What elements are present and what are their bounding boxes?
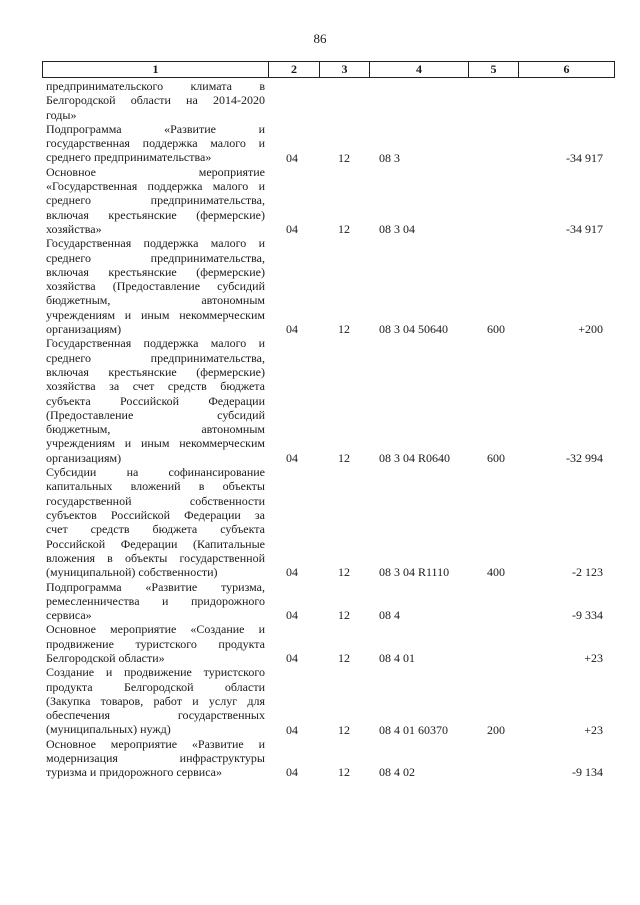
amount-value: +23	[584, 722, 603, 737]
amount-value: -32 994	[566, 450, 603, 465]
section-code: 04	[286, 608, 298, 623]
description-line: Создание и продвижение туристского	[46, 665, 265, 680]
subsection-code: 12	[338, 322, 350, 337]
description-line: капитальных вложений в объекты	[46, 479, 265, 494]
target-article-code: 08 4	[379, 608, 400, 623]
description-line: учреждениям и иным некоммерческим	[46, 436, 265, 451]
description-line: среднего предпринимательства,	[46, 250, 265, 265]
description-line: Основное мероприятие «Развитие и	[46, 736, 265, 751]
description-line: среднего предпринимательства,	[46, 350, 265, 365]
subsection-code: 12	[338, 651, 350, 665]
section-code: 04	[286, 565, 298, 580]
description-line: (муниципальных) нужд)	[46, 722, 171, 737]
header-col-1: 1	[43, 62, 269, 77]
description-line: Государственная поддержка малого и	[46, 236, 265, 251]
amount-value: +23	[584, 651, 603, 665]
expense-type-code: 400	[487, 565, 505, 580]
description-line: среднего предпринимательства,	[46, 193, 265, 208]
description-line: продвижение туристского продукта	[46, 636, 265, 651]
subsection-code: 12	[338, 565, 350, 580]
amount-value: -9 334	[572, 608, 603, 623]
description-line: включая крестьянские (фермерские)	[46, 364, 265, 379]
description-line: (муниципальной) собственности)	[46, 565, 218, 580]
subsection-code: 12	[338, 722, 350, 737]
amount-value: +200	[578, 322, 603, 337]
target-article-code: 08 3 04 R1110	[379, 565, 450, 580]
description-line: обеспечения государственных	[46, 708, 265, 723]
header-col-5: 5	[469, 62, 519, 77]
target-article-code: 08 4 01 60370	[379, 722, 448, 737]
section-code: 04	[286, 450, 298, 465]
section-code: 04	[286, 765, 298, 780]
description-line: Белгородской области»	[46, 650, 165, 665]
description-line: субъекта Российской Федерации	[46, 393, 265, 408]
description-line: государственной собственности	[46, 493, 265, 508]
amount-value: -9 134	[572, 765, 603, 780]
table-header	[42, 61, 615, 78]
expense-type-code: 600	[487, 322, 505, 337]
description-line: Субсидии на софинансирование	[46, 465, 265, 480]
section-code: 04	[286, 150, 298, 165]
section-code: 04	[286, 322, 298, 337]
description-line: (Предоставление субсидий	[46, 407, 265, 422]
description-line: туризма и придорожного сервиса»	[46, 765, 223, 780]
subsection-code: 12	[338, 450, 350, 465]
description-line: Основное мероприятие	[46, 164, 265, 179]
description-line: Подпрограмма «Развитие и	[46, 121, 265, 136]
target-article-code: 08 4 01	[379, 651, 415, 665]
subsection-code: 12	[338, 608, 350, 623]
amount-value: -34 917	[566, 222, 603, 236]
description-line: субъектов Российской Федерации за	[46, 507, 265, 522]
row-description	[46, 580, 265, 623]
description-line: «Государственная поддержка малого и	[46, 179, 265, 194]
section-code: 04	[286, 722, 298, 737]
description-line: модернизация инфраструктуры	[46, 751, 265, 766]
row-description	[46, 336, 265, 465]
expense-type-code: 200	[487, 722, 505, 737]
description-line: предпринимательского климата в	[46, 79, 265, 93]
amount-value: -34 917	[566, 150, 603, 165]
section-code: 04	[286, 222, 298, 236]
header-col-4: 4	[370, 62, 469, 77]
row-description	[46, 622, 265, 665]
description-line: счет средств бюджета субъекта	[46, 522, 265, 537]
subsection-code: 12	[338, 765, 350, 780]
description-line: среднего предпринимательства»	[46, 150, 212, 165]
description-line: Государственная поддержка малого и	[46, 336, 265, 351]
description-line: сервиса»	[46, 608, 92, 623]
target-article-code: 08 3 04 R0640	[379, 450, 451, 465]
row-description	[46, 465, 265, 579]
row-description	[46, 79, 265, 122]
amount-value: -2 123	[572, 565, 603, 580]
expense-type-code: 600	[487, 450, 505, 465]
description-line: продукта Белгородской области	[46, 679, 265, 694]
row-description	[46, 236, 265, 336]
description-line: ремесленничества и придорожного	[46, 593, 265, 608]
subsection-code: 12	[338, 150, 350, 165]
description-line: хозяйства (Предоставление субсидий	[46, 279, 265, 294]
description-line: организациям)	[46, 322, 122, 337]
target-article-code: 08 3 04 50640	[379, 322, 448, 337]
target-article-code: 08 4 02	[379, 765, 415, 780]
description-line: Белгородской области на 2014-2020	[46, 93, 265, 108]
description-line: включая крестьянские (фермерские)	[46, 264, 265, 279]
header-col-2: 2	[269, 62, 320, 77]
description-line: Основное мероприятие «Создание и	[46, 622, 265, 637]
description-line: учреждениям и иным некоммерческим	[46, 307, 265, 322]
target-article-code: 08 3	[379, 150, 400, 165]
target-article-code: 08 3 04	[379, 222, 415, 236]
row-description	[46, 665, 265, 736]
header-col-6: 6	[563, 62, 570, 76]
description-line: включая крестьянские (фермерские)	[46, 207, 265, 222]
row-description	[46, 165, 265, 236]
row-description	[46, 122, 265, 165]
description-line: хозяйства»	[46, 221, 102, 236]
description-line: бюджетным, автономным	[46, 293, 265, 308]
description-line: (Закупка товаров, работ и услуг для	[46, 693, 265, 708]
page-number: 86	[313, 31, 327, 46]
description-line: Подпрограмма «Развитие туризма,	[46, 579, 265, 594]
description-line: вложения в объекты государственной	[46, 550, 265, 565]
header-col-3: 3	[320, 62, 370, 77]
subsection-code: 12	[338, 222, 350, 236]
description-line: бюджетным, автономным	[46, 422, 265, 437]
description-line: государственная поддержка малого и	[46, 136, 265, 151]
row-description	[46, 737, 265, 780]
description-line: годы»	[46, 107, 77, 122]
description-line: организациям)	[46, 450, 122, 465]
description-line: Российской Федерации (Капитальные	[46, 536, 265, 551]
description-line: хозяйства за счет средств бюджета	[46, 379, 265, 394]
section-code: 04	[286, 651, 298, 665]
